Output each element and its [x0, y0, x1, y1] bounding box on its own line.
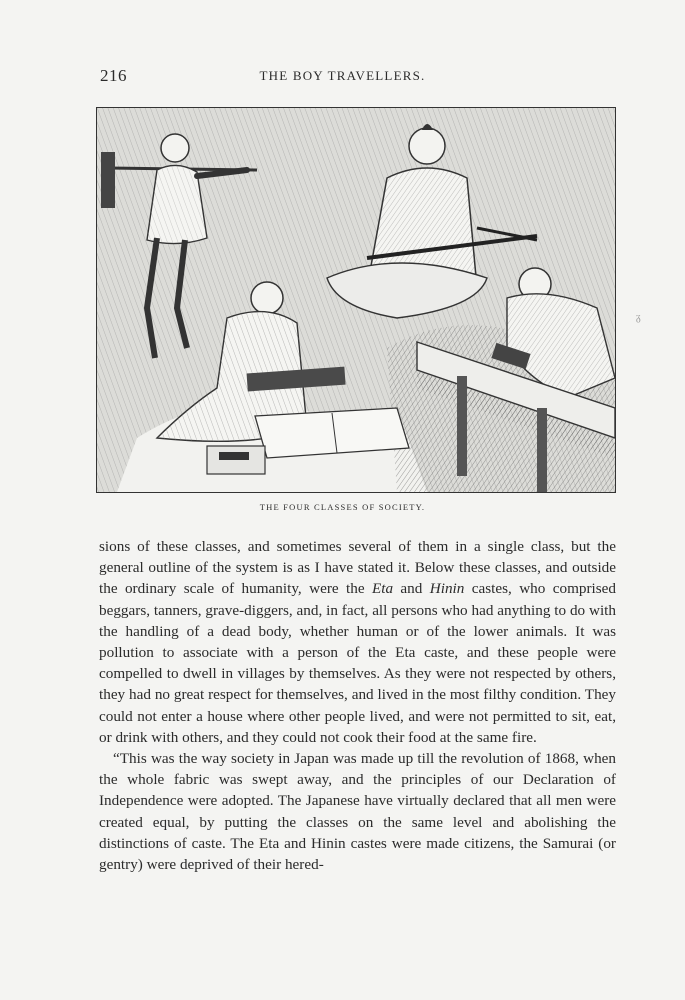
body-text: [99, 536, 616, 875]
hinin-term: Hinin: [429, 580, 465, 598]
figure-caption: THE FOUR CLASSES OF SOCIETY.: [259, 502, 426, 512]
eta-term: Eta: [371, 580, 394, 598]
paragraph-1-part-c: castes, who comprised beggars, tanners, grave-diggers, and, in fact, all persons who had anything to do with the handling of a dead body, whether human or of the lower animals. It was pollution to associate with a person of the Eta caste, and these people were compelled to dwell in villages by themselves. As they were not respected by others, they had no great respect for themselves, and lived in the most filthy condition. They could not enter a house where other people lived, and were not permitted to sit, eat, or drink with others, and they could not cook their food at the same fire.: [99, 580, 616, 746]
paragraph-1-part-a: sions of these classes, and sometimes several of them in a single class, but the general outline of the system is as I have stated it. Below these classes, and outside the ordinary scale of humanity, were the: [99, 538, 616, 598]
paragraph-1: [99, 536, 616, 748]
engraving-illustration: [96, 107, 616, 493]
running-title: THE BOY TRAVELLERS.: [259, 68, 426, 83]
paragraph-1-part-b: and: [393, 580, 430, 598]
page-number: 216: [100, 66, 127, 85]
margin-mark: ᵹ: [636, 312, 641, 323]
paragraph-2: “This was the way society in Japan was made up till the revolution of 1868, when the whole fabric was swept away, and the principles of our Declaration of Independence were adopted. The Japanese have virtually declared that all men were created equal, by putting the classes on the same level and abolishing the distinctions of caste. The Eta and Hinin castes were made citizens, the Samurai (or gentry) were deprived of their hered-: [99, 750, 616, 874]
